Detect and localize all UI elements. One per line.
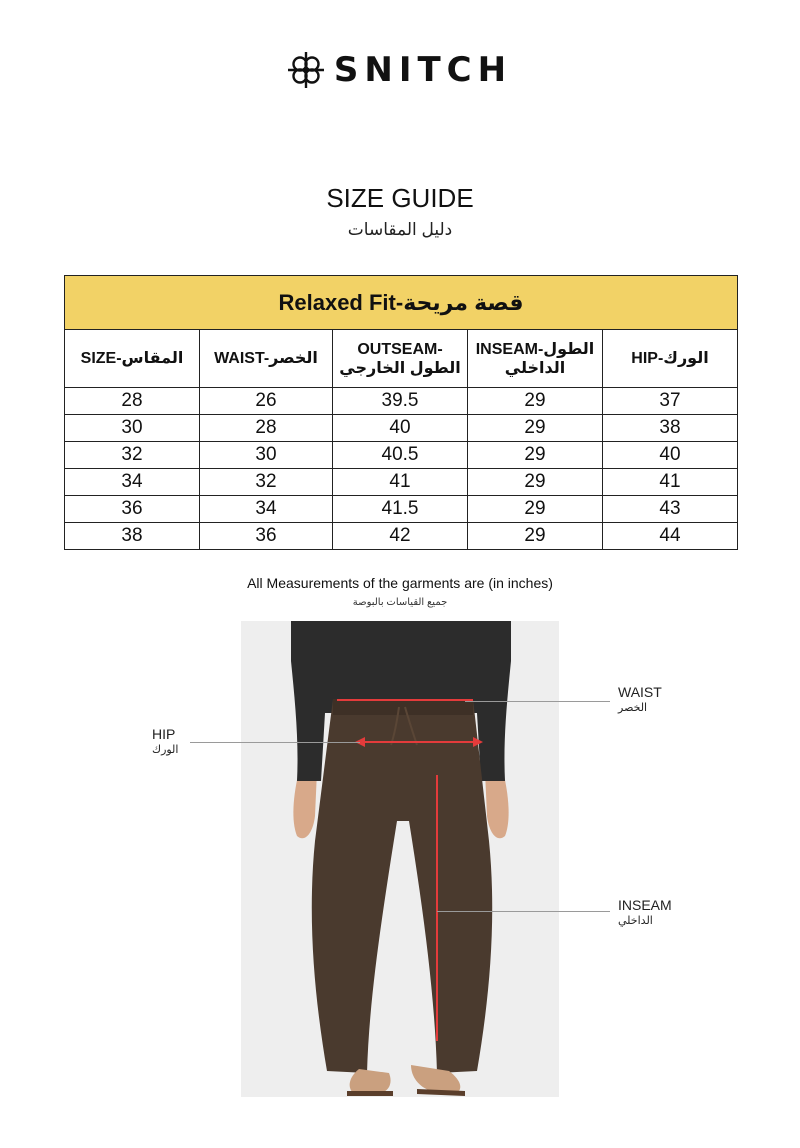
cell-hip: 40 — [603, 442, 738, 469]
column-header-row — [65, 330, 738, 388]
page-subtitle: دليل المقاسات — [347, 220, 453, 239]
inseam-guide-line — [437, 911, 610, 912]
column-header-label: INSEAM-الطول — [475, 340, 595, 358]
model-illustration — [241, 621, 559, 1097]
cell-hip: 37 — [603, 388, 738, 415]
waist-callout-label-ar: الخصر — [618, 702, 648, 714]
cell-outseam: 41 — [333, 469, 468, 496]
waist-callout — [618, 684, 662, 716]
cell-waist: 34 — [200, 496, 333, 523]
cell-size: 36 — [65, 496, 200, 523]
column-header-size — [65, 330, 200, 388]
cell-outseam: 41.5 — [333, 496, 468, 523]
cell-hip: 41 — [603, 469, 738, 496]
column-header-outseam — [333, 330, 468, 388]
fit-header-row — [65, 276, 738, 330]
size-chart-table — [64, 275, 738, 550]
column-header-label-ar: الداخلي — [504, 359, 566, 377]
inseam-callout — [618, 897, 672, 929]
cell-size: 32 — [65, 442, 200, 469]
column-header-inseam — [468, 330, 603, 388]
page-title: SIZE GUIDE — [326, 183, 474, 213]
waist-guide-line — [465, 701, 610, 702]
table-row — [65, 469, 738, 496]
measurement-note-ar: جميع القياسات بالبوصة — [352, 597, 448, 608]
cell-size: 28 — [65, 388, 200, 415]
waist-callout-label: WAIST — [618, 684, 662, 700]
hip-callout — [152, 726, 178, 758]
column-header-label: WAIST-الخصر — [214, 350, 318, 367]
cell-outseam: 42 — [333, 523, 468, 550]
hip-callout-label: HIP — [152, 726, 176, 742]
cell-waist: 28 — [200, 415, 333, 442]
table-row — [65, 442, 738, 469]
cell-inseam: 29 — [468, 523, 603, 550]
hip-guide-line — [190, 742, 360, 743]
left-hand — [293, 771, 317, 838]
snitch-logo-icon — [288, 52, 324, 88]
table-row — [65, 523, 738, 550]
right-hand — [485, 771, 509, 838]
cell-size: 34 — [65, 469, 200, 496]
left-sandal — [347, 1091, 393, 1096]
column-header-label-ar: الطول الخارجي — [339, 359, 461, 377]
cell-inseam: 29 — [468, 415, 603, 442]
cell-inseam: 29 — [468, 388, 603, 415]
column-header-hip — [603, 330, 738, 388]
cell-size: 30 — [65, 415, 200, 442]
cell-waist: 36 — [200, 523, 333, 550]
brand-name: SNITCH — [333, 50, 513, 90]
inseam-callout-label-ar: الداخلي — [618, 915, 653, 927]
column-header-label: SIZE-المقاس — [80, 350, 184, 367]
cell-hip: 38 — [603, 415, 738, 442]
cell-waist: 26 — [200, 388, 333, 415]
cell-outseam: 40.5 — [333, 442, 468, 469]
inseam-callout-label: INSEAM — [618, 897, 672, 913]
waistband — [333, 699, 473, 715]
cell-inseam: 29 — [468, 496, 603, 523]
left-foot — [350, 1069, 391, 1093]
cell-hip: 44 — [603, 523, 738, 550]
cell-hip: 43 — [603, 496, 738, 523]
fit-label: Relaxed Fit-قصة مريحة — [65, 276, 738, 330]
table-row — [65, 415, 738, 442]
cell-outseam: 39.5 — [333, 388, 468, 415]
table-row — [65, 496, 738, 523]
table-row — [65, 388, 738, 415]
cell-waist: 30 — [200, 442, 333, 469]
column-header-label: OUTSEAM- — [357, 340, 443, 358]
cell-outseam: 40 — [333, 415, 468, 442]
cell-inseam: 29 — [468, 442, 603, 469]
model-photo — [241, 621, 559, 1097]
cell-size: 38 — [65, 523, 200, 550]
column-header-waist — [200, 330, 333, 388]
pants — [312, 699, 492, 1073]
brand-logo — [0, 50, 800, 90]
cell-inseam: 29 — [468, 469, 603, 496]
hip-callout-label-ar: الورك — [152, 744, 179, 756]
column-header-label: HIP-الورك — [631, 350, 709, 367]
measurement-note: All Measurements of the garments are (in inches) — [247, 575, 553, 591]
cell-waist: 32 — [200, 469, 333, 496]
